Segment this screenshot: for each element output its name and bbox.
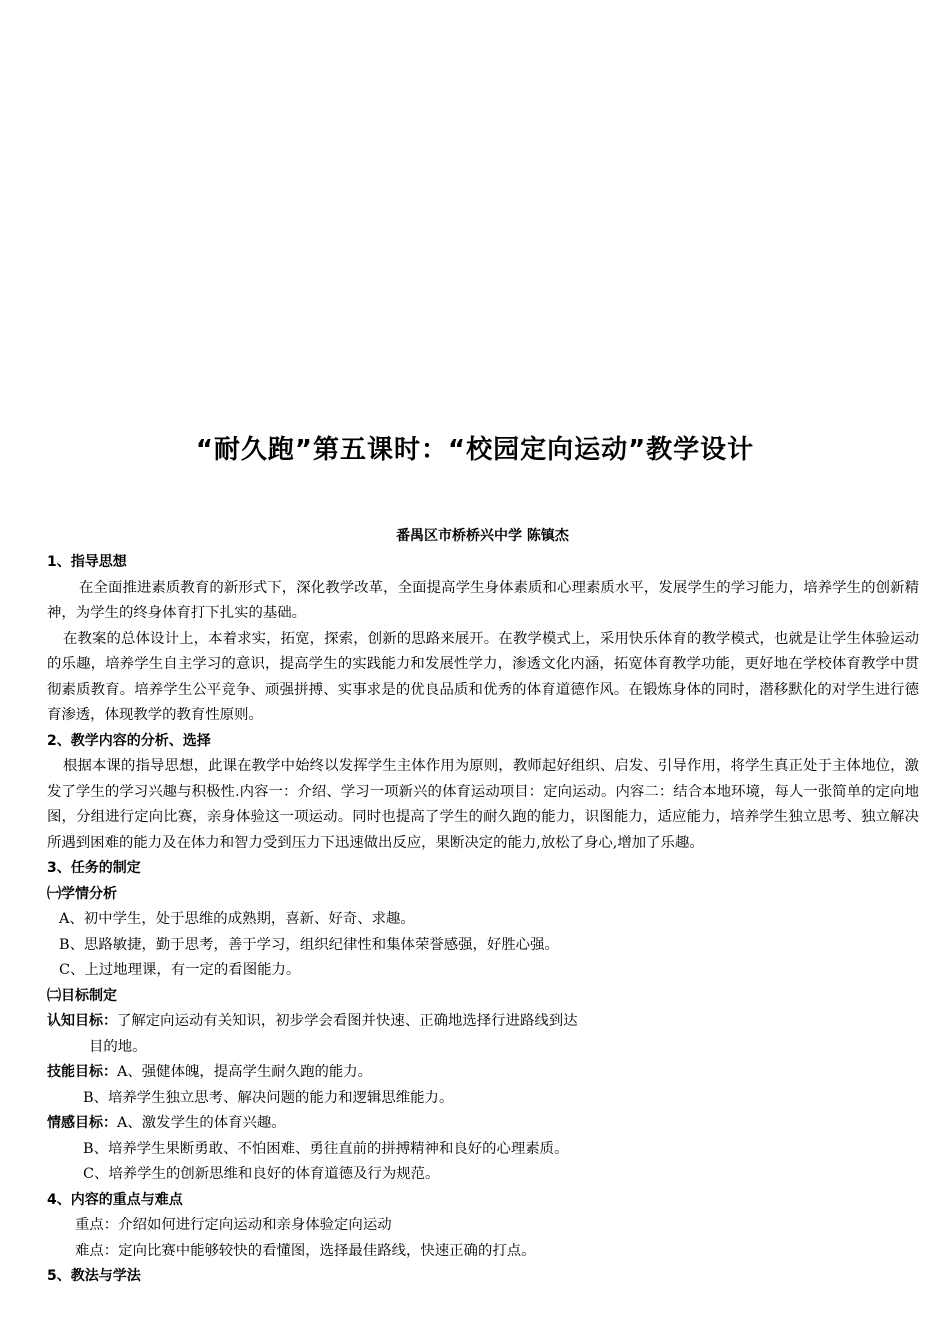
section-heading-1: 1、指导思想 [47,554,127,570]
goal-text: A、激发学生的体育兴趣。 [117,1115,286,1131]
goal-cognitive [47,1009,919,1035]
document-body [47,550,919,1290]
key-point: 重点：介绍如何进行定向运动和亲身体验定向运动 [75,1217,392,1233]
list-item: C、上过地理课，有一定的看图能力。 [59,962,301,978]
goal-label: 情感目标： [47,1115,117,1131]
list-item: A、初中学生，处于思维的成熟期，喜新、好奇、求趣。 [59,911,415,927]
author-line: 番禺区市桥桥兴中学 陈镇杰 [396,528,569,544]
goal-label: 认知目标： [47,1013,117,1029]
document-title: “耐久跑”第五课时：“校园定向运动”教学设计 [195,435,755,465]
subheading-learner-analysis: ㈠学情分析 [47,885,117,902]
list-item: B、思路敏捷，勤于思考，善于学习，组织纪律性和集体荣誉感强，好胜心强。 [59,936,559,953]
goal-skill [47,1060,919,1086]
section-heading-2: 2、教学内容的分析、选择 [47,732,211,749]
paragraph: 在全面推进素质教育的新形式下，深化教学改革，全面提高学生身体素质和心理素质水平，发展学生的学习能力，培养学生的创新精神，为学生的终身体育打下扎实的基础。 [47,579,919,621]
paragraph: 在教案的总体设计上，本着求实，拓宽，探索，创新的思路来展开。在教学模式上，采用快乐体育的教学模式，也就是让学生体验运动的乐趣，培养学生自主学习的意识，提高学生的实践能力和发展性学力，渗透文化内涵，拓宽体育教学功能，更好地在学校体育教学中贯彻素质教育。培养学生公平竞争、顽强拼搏、实事求是的优良品质和优秀的体育道德作风。在锻炼身体的同时，潜移默化的对学生进行德育渗透，体现教学的教育性原则。 [47,630,919,723]
goal-text: C、培养学生的创新思维和良好的体育道德及行为规范。 [83,1166,440,1182]
goal-text: B、培养学生果断勇敢、不怕困难、勇往直前的拼搏精神和良好的心理素质。 [83,1140,569,1157]
goal-text: A、强健体魄，提高学生耐久跑的能力。 [117,1064,373,1080]
section-heading-5: 5、教法与学法 [47,1268,141,1284]
goal-text: 了解定向运动有关知识，初步学会看图并快速、正确地选择行进路线到达 [117,1013,578,1029]
paragraph: 根据本课的指导思想，此课在教学中始终以发挥学生主体作用为原则，教师起好组织、启发、引导作用，将学生真正处于主体地位，激发了学生的学习兴趣与积极性.内容一：介绍、学习一项新兴的体育运动项目：定向运动。内容二：结合本地环境，每人一张简单的定向地图，分组进行定向比赛，亲身体验这一项运动。同时也提高了学生的耐久跑的能力，识图能力，适应能力，培养学生独立思考、独立解决所遇到困难的能力及在体力和智力受到压力下迅速做出反应，果断决定的能力,放松了身心,增加了乐趣。 [47,758,919,851]
section-heading-4: 4、内容的重点与难点 [47,1191,183,1208]
section-heading-3: 3、任务的制定 [47,860,141,876]
goal-label: 技能目标： [47,1064,117,1080]
goal-text: B、培养学生独立思考、解决问题的能力和逻辑思维能力。 [83,1089,454,1106]
subheading-goals: ㈡目标制定 [47,987,117,1004]
goal-emotion [47,1111,919,1137]
goal-text-continued: 目的地。 [89,1038,147,1055]
difficult-point: 难点：定向比赛中能够较快的看懂图，选择最佳路线，快速正确的打点。 [75,1242,536,1259]
